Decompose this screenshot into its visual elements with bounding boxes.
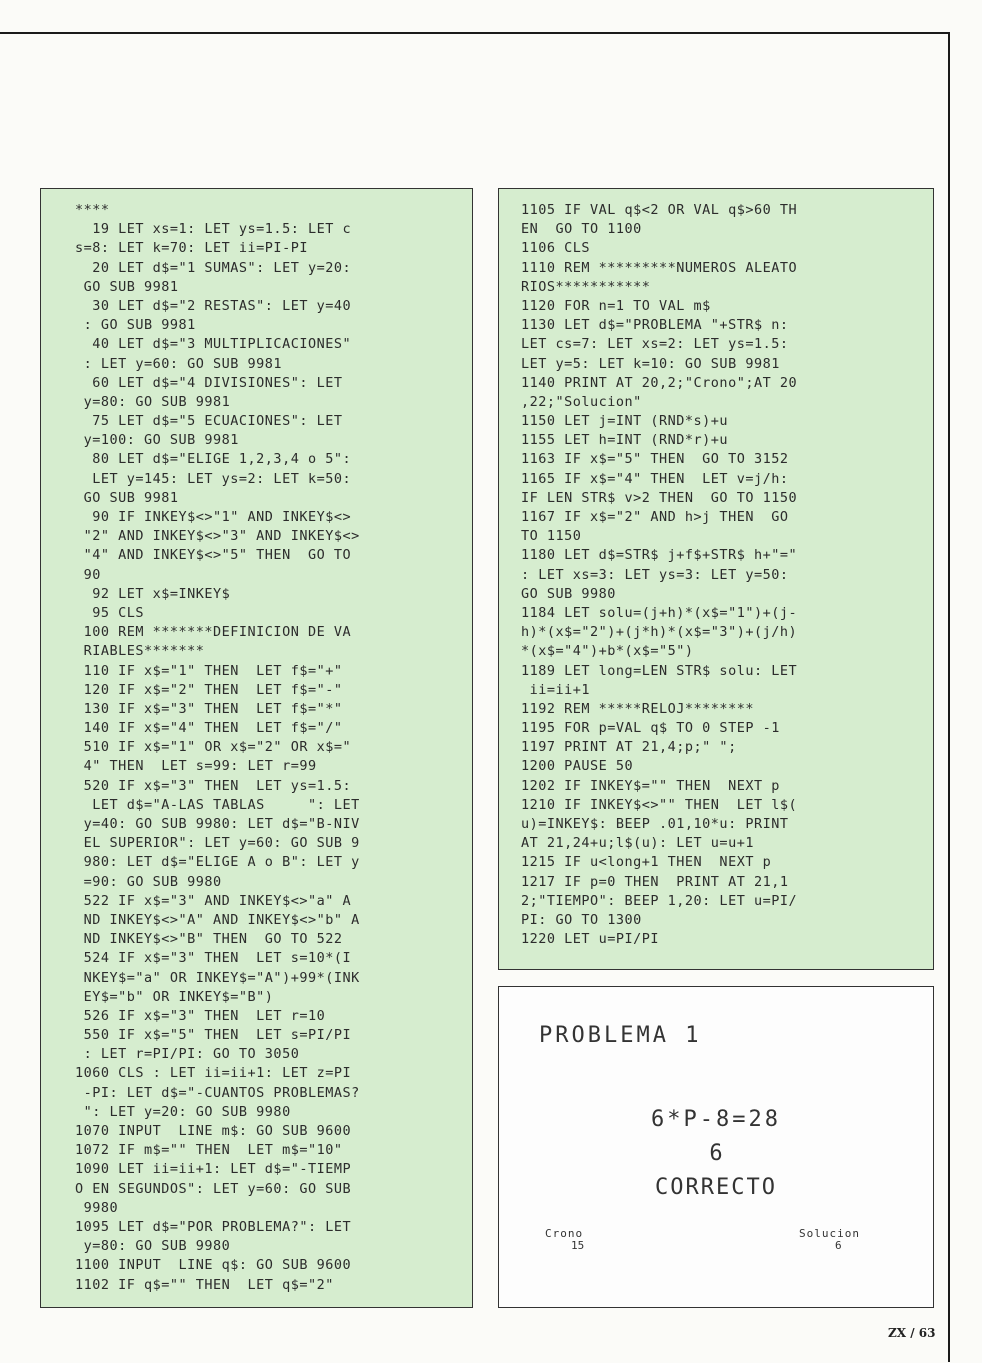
code-line: ,22;"Solucion" bbox=[521, 393, 642, 410]
code-line: PI: GO TO 1300 bbox=[521, 911, 642, 928]
code-line: 522 IF x$="3" AND INKEY$<>"a" A bbox=[75, 892, 352, 909]
code-line: : LET xs=3: LET ys=3: LET y=50: bbox=[521, 566, 789, 583]
code-line: GO SUB 9981 bbox=[75, 489, 179, 506]
code-line: 1202 IF INKEY$="" THEN NEXT p bbox=[521, 777, 780, 794]
code-line: 1184 LET solu=(j+h)*(x$="1")+(j- bbox=[521, 604, 798, 621]
code-line: h)*(x$="2")+(j*h)*(x$="3")+(j/h) bbox=[521, 624, 798, 641]
code-line: *(x$="4")+b*(x$="5") bbox=[521, 643, 694, 660]
code-line: 95 CLS bbox=[75, 604, 145, 621]
code-line: 140 IF x$="4" THEN LET f$="/" bbox=[75, 720, 343, 737]
code-line: 1106 CLS bbox=[521, 240, 591, 257]
code-line: 520 IF x$="3" THEN LET ys=1.5: bbox=[75, 777, 352, 794]
code-line: =90: GO SUB 9980 bbox=[75, 873, 222, 890]
program-screen-output bbox=[498, 986, 934, 1308]
code-line: : GO SUB 9981 bbox=[75, 317, 196, 334]
code-line: 60 LET d$="4 DIVISIONES": LET bbox=[75, 374, 343, 391]
code-line: y=40: GO SUB 9980: LET d$="B-NIV bbox=[75, 816, 360, 832]
code-line: 90 bbox=[75, 566, 101, 583]
code-line: 2;"TIEMPO": BEEP 1,20: LET u=PI/ bbox=[521, 892, 798, 909]
code-line: 550 IF x$="5" THEN LET s=PI/PI bbox=[75, 1027, 352, 1044]
code-line: 1102 IF q$="" THEN LET q$="2" bbox=[75, 1276, 334, 1293]
code-line: O EN SEGUNDOS": LET y=60: GO SUB bbox=[75, 1180, 352, 1197]
code-line: 1195 FOR p=VAL q$ TO 0 STEP -1 bbox=[521, 720, 780, 737]
code-line: 1095 LET d$="POR PROBLEMA?": LET bbox=[75, 1218, 352, 1235]
code-line: GO SUB 9981 bbox=[75, 278, 179, 295]
right-program-listing bbox=[498, 188, 934, 970]
code-line: 510 IF x$="1" OR x$="2" OR x$=" bbox=[75, 739, 352, 756]
code-line: 1165 IF x$="4" THEN LET v=j/h: bbox=[521, 470, 789, 487]
code-line: LET y=145: LET ys=2: LET k=50: bbox=[75, 470, 352, 487]
code-line: 130 IF x$="3" THEN LET f$="*" bbox=[75, 700, 343, 717]
code-line: y=80: GO SUB 9981 bbox=[75, 393, 231, 410]
code-line: GO SUB 9980 bbox=[521, 585, 616, 602]
code-line: 110 IF x$="1" THEN LET f$="+" bbox=[75, 662, 343, 679]
code-line: LET cs=7: LET xs=2: LET ys=1.5: bbox=[521, 336, 789, 353]
code-line: 100 REM *******DEFINICION DE VA bbox=[75, 624, 352, 641]
code-line: 19 LET xs=1: LET ys=1.5: LET c bbox=[75, 221, 352, 238]
code-line: 1072 IF m$="" THEN LET m$="10" bbox=[75, 1142, 343, 1159]
code-line: 75 LET d$="5 ECUACIONES": LET bbox=[75, 413, 343, 430]
code-line: -PI: LET d$="-CUANTOS PROBLEMAS? bbox=[75, 1084, 360, 1101]
crono-value: 15 bbox=[571, 1239, 585, 1252]
code-line: IF LEN STR$ v>2 THEN GO TO 1150 bbox=[521, 489, 798, 506]
code-line: 92 LET x$=INKEY$ bbox=[75, 585, 231, 602]
screen-result: CORRECTO bbox=[655, 1175, 777, 1200]
code-line: RIABLES******* bbox=[75, 643, 205, 660]
code-line: 1130 LET d$="PROBLEMA "+STR$ n: bbox=[521, 317, 789, 334]
code-line: 1105 IF VAL q$<2 OR VAL q$>60 TH bbox=[521, 202, 798, 218]
code-line: TO 1150 bbox=[521, 528, 582, 545]
code-line: s=8: LET k=70: LET ii=PI-PI bbox=[75, 240, 308, 257]
code-line: "4" AND INKEY$<>"5" THEN GO TO bbox=[75, 547, 352, 564]
code-line: 1155 LET h=INT (RND*r)+u bbox=[521, 432, 729, 449]
code-line: 526 IF x$="3" THEN LET r=10 bbox=[75, 1007, 326, 1024]
code-line: 1163 IF x$="5" THEN GO TO 3152 bbox=[521, 451, 789, 468]
code-line: AT 21,24+u;l$(u): LET u=u+1 bbox=[521, 835, 754, 852]
code-line: y=100: GO SUB 9981 bbox=[75, 432, 239, 449]
code-line: 4" THEN LET s=99: LET r=99 bbox=[75, 758, 317, 775]
code-line: 1200 PAUSE 50 bbox=[521, 758, 634, 775]
code-line: NKEY$="a" OR INKEY$="A")+99*(INK bbox=[75, 969, 360, 986]
code-line: 1197 PRINT AT 21,4;p;" "; bbox=[521, 739, 737, 756]
screen-answer: 6 bbox=[709, 1141, 723, 1166]
code-line: ND INKEY$<>"B" THEN GO TO 522 bbox=[75, 931, 343, 948]
solucion-value: 6 bbox=[835, 1239, 842, 1252]
code-line: ND INKEY$<>"A" AND INKEY$<>"b" A bbox=[75, 911, 360, 928]
code-line: 120 IF x$="2" THEN LET f$="-" bbox=[75, 681, 343, 698]
page-number: ZX / 63 bbox=[888, 1326, 936, 1340]
code-line: 1140 PRINT AT 20,2;"Crono";AT 20 bbox=[521, 374, 798, 391]
code-line: 80 LET d$="ELIGE 1,2,3,4 o 5": bbox=[75, 451, 352, 468]
code-line: 1217 IF p=0 THEN PRINT AT 21,1 bbox=[521, 873, 789, 890]
code-line: 1192 REM *****RELOJ******** bbox=[521, 700, 754, 717]
code-line: EN GO TO 1100 bbox=[521, 221, 642, 238]
code-line: : LET y=60: GO SUB 9981 bbox=[75, 355, 283, 372]
code-line: **** bbox=[75, 202, 110, 218]
code-line: y=80: GO SUB 9980 bbox=[75, 1238, 231, 1255]
code-line: ii=ii+1 bbox=[521, 681, 591, 698]
code-line: 1189 LET long=LEN STR$ solu: LET bbox=[521, 662, 798, 679]
code-line: 1070 INPUT LINE m$: GO SUB 9600 bbox=[75, 1123, 352, 1139]
code-line: 1180 LET d$=STR$ j+f$+STR$ h+"=" bbox=[521, 547, 798, 564]
code-line: "2" AND INKEY$<>"3" AND INKEY$<> bbox=[75, 528, 360, 545]
code-line: 1150 LET j=INT (RND*s)+u bbox=[521, 413, 729, 430]
code-line: 980: LET d$="ELIGE A o B": LET y bbox=[75, 854, 360, 871]
code-line: 1220 LET u=PI/PI bbox=[521, 931, 660, 948]
screen-expression: 6*P-8=28 bbox=[651, 1107, 781, 1132]
code-line: 1110 REM *********NUMEROS ALEATO bbox=[521, 259, 798, 276]
code-line: 1210 IF INKEY$<>"" THEN LET l$( bbox=[521, 796, 798, 813]
code-line: EL SUPERIOR": LET y=60: GO SUB 9 bbox=[75, 835, 360, 852]
code-line: RIOS*********** bbox=[521, 278, 651, 295]
frame-top-rule bbox=[0, 32, 950, 34]
code-line: 20 LET d$="1 SUMAS": LET y=20: bbox=[75, 259, 352, 276]
code-line: 1167 IF x$="2" AND h>j THEN GO bbox=[521, 509, 789, 525]
code-line: : LET r=PI/PI: GO TO 3050 bbox=[75, 1046, 300, 1063]
code-line: 9980 bbox=[75, 1199, 119, 1216]
code-line: EY$="b" OR INKEY$="B") bbox=[75, 988, 274, 1005]
solucion-label: Solucion bbox=[799, 1227, 860, 1240]
code-line: 90 IF INKEY$<>"1" AND INKEY$<> bbox=[75, 509, 352, 525]
code-line: 40 LET d$="3 MULTIPLICACIONES" bbox=[75, 336, 352, 353]
code-line: 1060 CLS : LET ii=ii+1: LET z=PI bbox=[75, 1065, 352, 1082]
code-line: LET y=5: LET k=10: GO SUB 9981 bbox=[521, 355, 780, 372]
left-program-listing bbox=[40, 188, 473, 1308]
code-line: ": LET y=20: GO SUB 9980 bbox=[75, 1103, 291, 1120]
code-line: 1090 LET ii=ii+1: LET d$="-TIEMP bbox=[75, 1161, 352, 1178]
code-line: 30 LET d$="2 RESTAS": LET y=40 bbox=[75, 297, 352, 314]
crono-label: Crono bbox=[545, 1227, 584, 1240]
screen-problem-title: PROBLEMA 1 bbox=[539, 1023, 702, 1048]
frame-right-rule bbox=[948, 32, 950, 1362]
code-line: 1100 INPUT LINE q$: GO SUB 9600 bbox=[75, 1257, 352, 1274]
code-line: 1120 FOR n=1 TO VAL m$ bbox=[521, 297, 711, 314]
code-line: LET d$="A-LAS TABLAS ": LET bbox=[75, 796, 360, 813]
code-line: 524 IF x$="3" THEN LET s=10*(I bbox=[75, 950, 352, 967]
code-line: 1215 IF u<long+1 THEN NEXT p bbox=[521, 854, 772, 871]
code-line: u)=INKEY$: BEEP .01,10*u: PRINT bbox=[521, 816, 789, 832]
